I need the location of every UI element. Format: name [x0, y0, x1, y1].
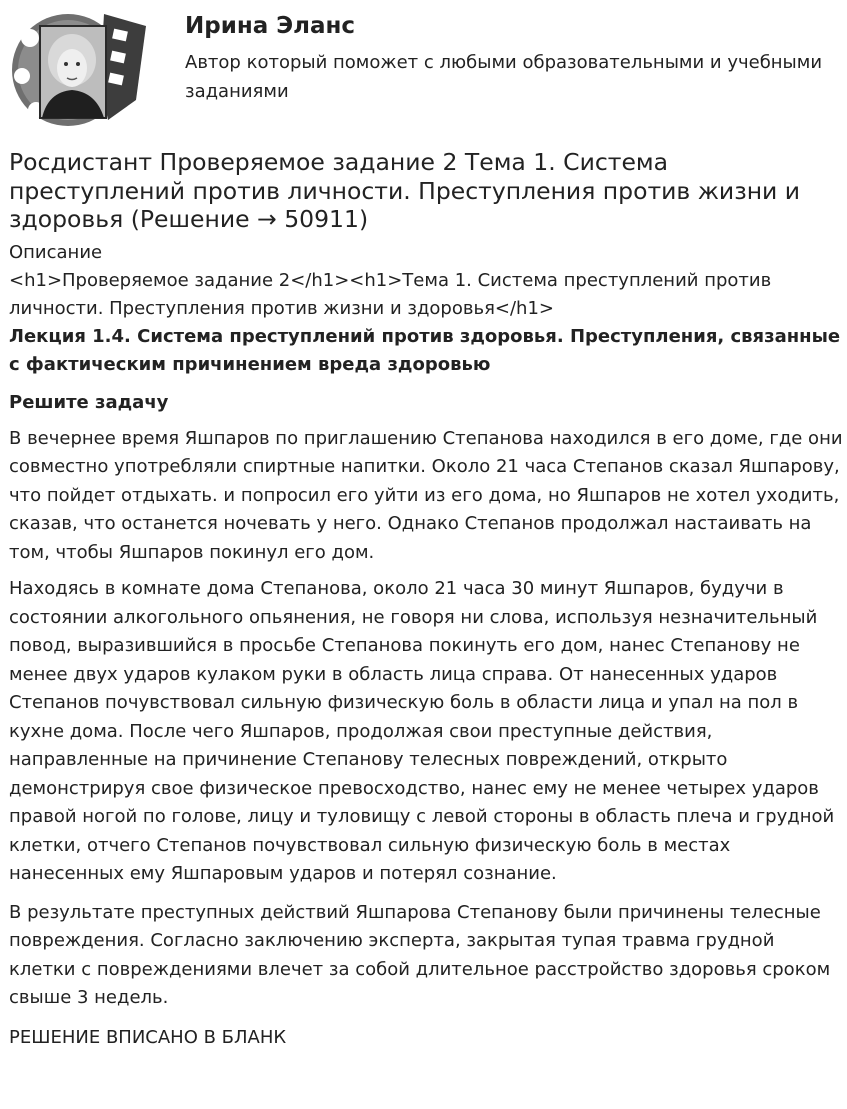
solution-note: РЕШЕНИЕ ВПИСАНО В БЛАНК [9, 1026, 287, 1048]
task-paragraph: Находясь в комнате дома Степанова, около 21 часа 30 минут Яшпаров, будучи в состоянии алкогольного опьянения, не говоря ни слова, используя незначительный повод, выразившийся в просьбе Степанова покинуть его дом, нанес Степанову не менее двух ударов кулаком руки в область лица справа. От нанесенных ударов Степанов почувствовал сильную физическую боль в области лица и упал на пол в кухне дома. После чего Яшпаров, продолжая свои преступные действия, направленные на причинение Степанову телесных повреждений, открыто демонстрируя свое физическое превосходство, нанес ему не менее четырех ударов правой ногой по голове, лицу и туловищу с левой стороны в область плеча и грудной клетки, отчего Степанов почувствовал сильную физическую боль в местах нанесенных ему Яшпаровым ударов и потерял сознание. [9, 578, 835, 884]
document-content [9, 148, 843, 1052]
task-paragraph: В результате преступных действий Яшпарова Степанову были причинены телесные повреждения. Согласно заключению эксперта, закрытая тупая травма грудной клетки с повреждениями влечет за собой длительное расстройство здоровья сроком свыше 3 недель. [9, 901, 831, 1008]
task-heading: Решите задачу [9, 391, 169, 413]
task-paragraph: В вечернее время Яшпаров по приглашению Степанова находился в его доме, где они совместно употребляли спиртные напитки. Около 21 часа Степанов сказал Яшпарову, что пойдет отдыхать. и попросил его уйти из его дома, но Яшпаров не хотел уходить, сказав, что останется ночевать у него. Однако Степанов продолжал настаивать на том, чтобы Яшпаров покинул его дом. [9, 427, 843, 563]
lecture-heading: Лекция 1.4. Система преступлений против здоровья. Преступления, связанные с фактическим причинением вреда здоровью [9, 325, 841, 375]
author-card [0, 0, 847, 140]
raw-heading-text: <h1>Проверяемое задание 2</h1><h1>Тема 1. Система преступлений против личности. Преступления против жизни и здоровья</h1> [9, 269, 772, 319]
description-label: Описание [9, 241, 103, 263]
page-title: Росдистант Проверяемое задание 2 Тема 1. Система преступлений против личности. Преступления против жизни и здоровья (Решение → 50911) [9, 148, 801, 233]
author-name: Ирина Эланс [185, 13, 356, 39]
author-avatar [8, 8, 150, 128]
author-description: Автор который поможет с любыми образовательными и учебными заданиями [185, 52, 823, 102]
